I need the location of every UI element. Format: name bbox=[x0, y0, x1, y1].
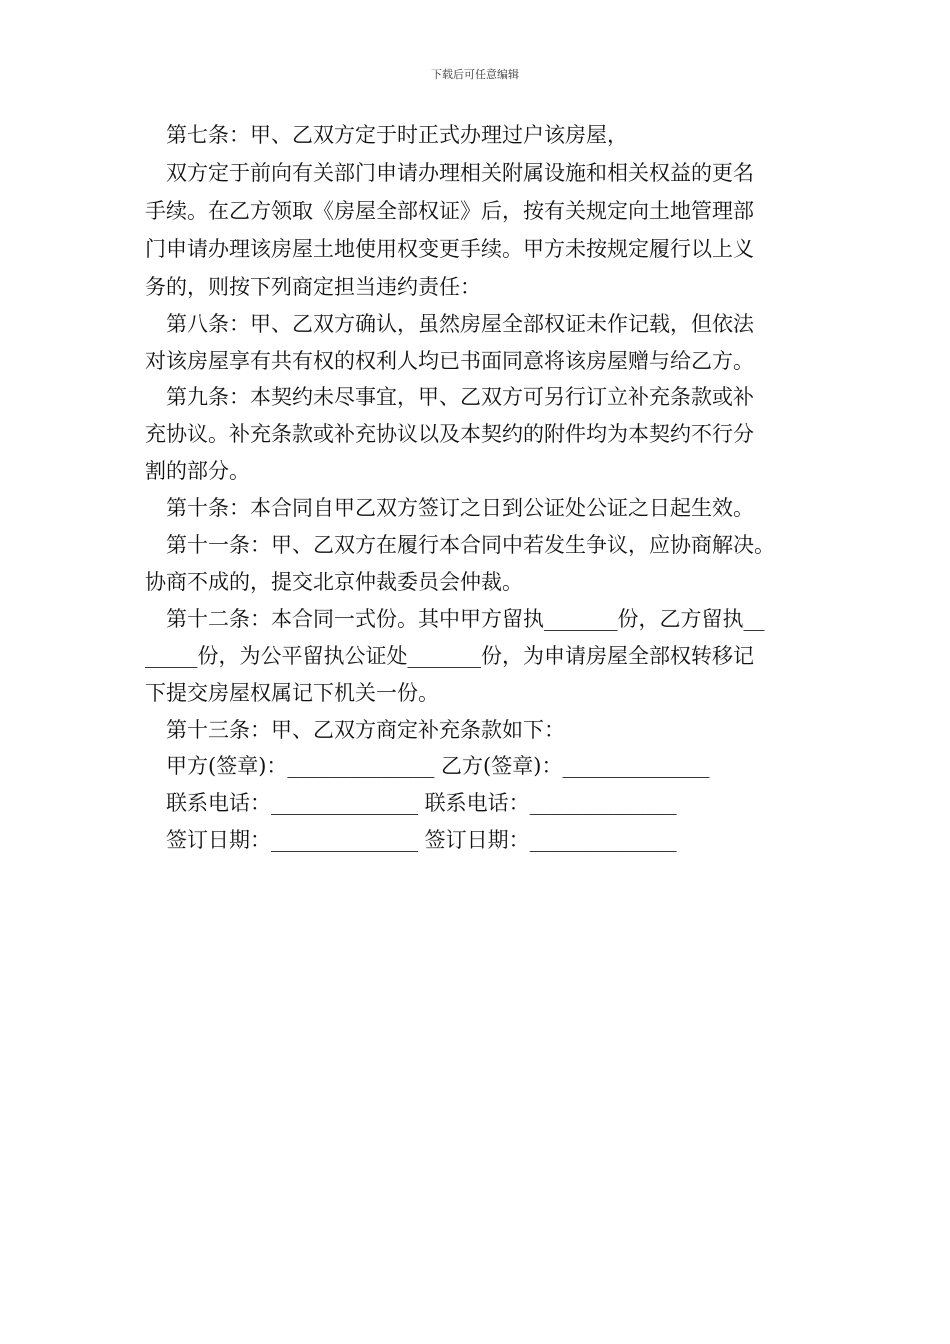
clause-9-line-3: 割的部分。 bbox=[145, 459, 250, 483]
clause-7-line-5: 务的，则按下列商定担当违约责任： bbox=[145, 275, 481, 299]
clause-11-line-2: 协商不成的，提交北京仲裁委员会仲裁。 bbox=[145, 570, 523, 594]
clause-12-line-1: 第十二条：本合同一式份。其中甲方留执_______份，乙方留执__ bbox=[166, 607, 765, 631]
clause-7-line-1: 第七条：甲、乙双方定于时正式办理过户该房屋， bbox=[166, 123, 628, 147]
clause-9-line-1: 第九条：本契约未尽事宜，甲、乙双方可另行订立补充条款或补 bbox=[166, 385, 754, 409]
date-row: 签订日期：______________ 签订日期：______________ bbox=[166, 828, 677, 852]
clause-11-line-1: 第十一条：甲、乙双方在履行本合同中若发生争议，应协商解决。 bbox=[166, 533, 775, 557]
clause-10-line-1: 第十条：本合同自甲乙双方签订之日到公证处公证之日起生效。 bbox=[166, 496, 754, 520]
signature-row: 甲方(签章)：______________ 乙方(签章)：______________ bbox=[166, 754, 710, 778]
clause-7-line-4: 门申请办理该房屋土地使用权变更手续。甲方未按规定履行以上义 bbox=[145, 237, 754, 261]
clause-7-line-2: 双方定于前向有关部门申请办理相关附属设施和相关权益的更名 bbox=[166, 161, 754, 185]
page-header: 下载后可任意编辑 bbox=[431, 68, 519, 81]
clause-7-line-3: 手续。在乙方领取《房屋全部权证》后，按有关规定向土地管理部 bbox=[145, 199, 754, 223]
clause-8-line-2: 对该房屋享有共有权的权利人均已书面同意将该房屋赠与给乙方。 bbox=[145, 349, 754, 373]
phone-row: 联系电话：______________ 联系电话：______________ bbox=[166, 791, 677, 815]
clause-12-line-3: 下提交房屋权属记下机关一份。 bbox=[145, 681, 439, 705]
clause-12-line-2: _____份，为公平留执公证处_______份，为申请房屋全部权转移记 bbox=[145, 644, 754, 668]
clause-13-line-1: 第十三条：甲、乙双方商定补充条款如下： bbox=[166, 718, 565, 742]
clause-8-line-1: 第八条：甲、乙双方确认，虽然房屋全部权证未作记载，但依法 bbox=[166, 312, 754, 336]
clause-9-line-2: 充协议。补充条款或补充协议以及本契约的附件均为本契约不行分 bbox=[145, 422, 754, 446]
